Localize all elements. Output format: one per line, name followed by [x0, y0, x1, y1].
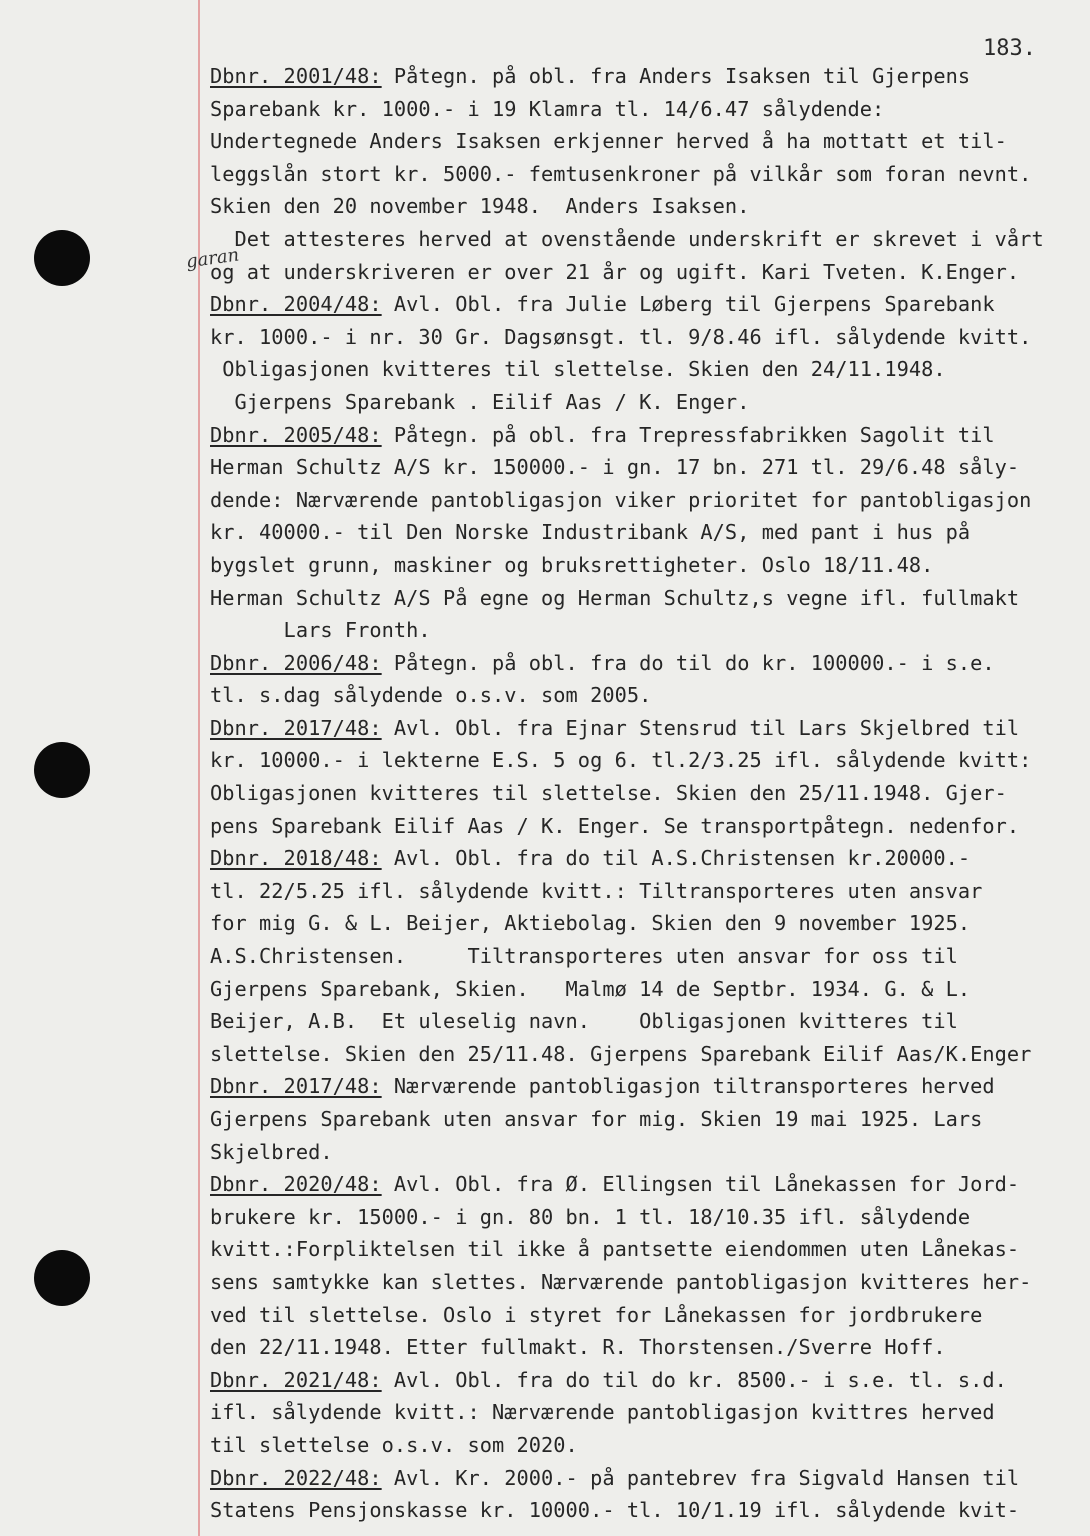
line-text: leggslån stort kr. 5000.- femtusenkroner på vilkår som foran nevnt.: [210, 161, 1032, 186]
text-line: [210, 1005, 1082, 1038]
line-text: Undertegnede Anders Isaksen erkjenner herved å ha mottatt et til-: [210, 129, 1007, 154]
text-line: [210, 1299, 1082, 1332]
line-text: slettelse. Skien den 25/11.48. Gjerpens Sparebank Eilif Aas/K.Enger: [210, 1041, 1032, 1066]
text-line: [210, 1233, 1082, 1266]
line-text: Obligasjonen kvitteres til slettelse. Skien den 25/11.1948. Gjer-: [210, 781, 1007, 806]
text-line: [210, 158, 1082, 191]
entry-reference: Dbnr. 2020/48:: [210, 1172, 382, 1197]
line-text: brukere kr. 15000.- i gn. 80 bn. 1 tl. 18/10.35 ifl. sålydende: [210, 1204, 971, 1229]
line-text: A.S.Christensen. Tiltransporteres uten ansvar for oss til: [210, 944, 958, 969]
text-line: [210, 419, 1082, 452]
text-line: [210, 1038, 1082, 1071]
line-text: Avl. Obl. fra Ø. Ellingsen til Lånekassen for Jord-: [381, 1172, 1020, 1197]
text-line: [210, 1429, 1082, 1462]
text-line: [210, 484, 1082, 517]
line-text: den 22/11.1948. Etter fullmakt. R. Thorstensen./Sverre Hoff.: [210, 1335, 946, 1360]
line-text: til slettelse o.s.v. som 2020.: [210, 1432, 578, 1457]
text-line: [210, 810, 1082, 843]
line-text: tl. s.dag sålydende o.s.v. som 2005.: [210, 683, 652, 708]
line-text: Beijer, A.B. Et uleselig navn. Obligasjonen kvitteres til: [210, 1009, 958, 1034]
page-number: 183.: [983, 36, 1036, 61]
document-text: [210, 60, 1082, 1527]
text-line: [210, 1494, 1082, 1527]
entry-reference: Dbnr. 2017/48:: [210, 1074, 382, 1099]
line-text: ifl. sålydende kvitt.: Nærværende pantobligasjon kvittres herved: [210, 1400, 995, 1425]
text-line: [210, 1136, 1082, 1169]
line-text: Gjerpens Sparebank . Eilif Aas / K. Enger.: [210, 389, 750, 414]
entry-reference: Dbnr. 2006/48:: [210, 650, 382, 675]
text-line: [210, 549, 1082, 582]
line-text: Avl. Obl. fra do til do kr. 8500.- i s.e. tl. s.d.: [381, 1367, 1007, 1392]
line-text: dende: Nærværende pantobligasjon viker prioritet for pantobligasjon: [210, 487, 1032, 512]
line-text: sens samtykke kan slettes. Nærværende pantobligasjon kvitteres her-: [210, 1269, 1032, 1294]
entry-reference: Dbnr. 2005/48:: [210, 422, 382, 447]
punch-hole: [34, 742, 90, 798]
line-text: for mig G. & L. Beijer, Aktiebolag. Skien den 9 november 1925.: [210, 911, 971, 936]
text-line: [210, 1396, 1082, 1429]
text-line: [210, 1168, 1082, 1201]
line-text: Herman Schultz A/S kr. 150000.- i gn. 17 bn. 271 tl. 29/6.48 såly-: [210, 455, 1020, 480]
line-text: bygslet grunn, maskiner og bruksrettigheter. Oslo 18/11.48.: [210, 552, 934, 577]
text-line: [210, 777, 1082, 810]
line-text: ved til slettelse. Oslo i styret for Lånekassen for jordbrukere: [210, 1302, 983, 1327]
text-line: [210, 321, 1082, 354]
line-text: Påtegn. på obl. fra Anders Isaksen til Gjerpens: [381, 64, 971, 88]
text-line: [210, 1070, 1082, 1103]
line-text: pens Sparebank Eilif Aas / K. Enger. Se transportpåtegn. nedenfor.: [210, 813, 1020, 838]
text-line: [210, 1331, 1082, 1364]
punch-hole: [34, 230, 90, 286]
line-text: Nærværende pantobligasjon tiltransporteres herved: [381, 1074, 995, 1099]
line-text: Avl. Obl. fra do til A.S.Christensen kr.20000.-: [381, 846, 971, 871]
line-text: og at underskriveren er over 21 år og ugift. Kari Tveten. K.Enger.: [210, 259, 1020, 284]
line-text: Avl. Kr. 2000.- på pantebrev fra Sigvald Hansen til: [381, 1465, 1020, 1490]
line-text: Obligasjonen kvitteres til slettelse. Skien den 24/11.1948.: [210, 357, 946, 382]
text-line: [210, 451, 1082, 484]
text-line: [210, 647, 1082, 680]
text-line: [210, 1201, 1082, 1234]
text-line: [210, 744, 1082, 777]
text-line: [210, 614, 1082, 647]
text-line: [210, 712, 1082, 745]
margin-note: garan: [184, 244, 241, 273]
line-text: kr. 10000.- i lekterne E.S. 5 og 6. tl.2/3.25 ifl. sålydende kvitt:: [210, 748, 1032, 773]
entry-reference: Dbnr. 2022/48:: [210, 1465, 382, 1490]
line-text: kr. 40000.- til Den Norske Industribank A/S, med pant i hus på: [210, 520, 971, 545]
line-text: Gjerpens Sparebank, Skien. Malmø 14 de Septbr. 1934. G. & L.: [210, 976, 971, 1001]
line-text: Statens Pensjonskasse kr. 10000.- tl. 10/1.19 ifl. sålydende kvit-: [210, 1498, 1020, 1523]
line-text: Skien den 20 november 1948. Anders Isaksen.: [210, 194, 750, 219]
text-line: [210, 842, 1082, 875]
line-text: Herman Schultz A/S På egne og Herman Schultz,s vegne ifl. fullmakt: [210, 585, 1020, 610]
line-text: Avl. Obl. fra Ejnar Stensrud til Lars Skjelbred til: [381, 715, 1020, 740]
text-line: [210, 875, 1082, 908]
text-line: [210, 386, 1082, 419]
text-line: [210, 256, 1082, 289]
text-line: [210, 223, 1082, 256]
line-text: kr. 1000.- i nr. 30 Gr. Dagsønsgt. tl. 9/8.46 ifl. sålydende kvitt.: [210, 324, 1032, 349]
line-text: Skjelbred.: [210, 1139, 333, 1164]
entry-reference: Dbnr. 2004/48:: [210, 292, 382, 317]
line-text: Gjerpens Sparebank uten ansvar for mig. Skien 19 mai 1925. Lars: [210, 1107, 983, 1131]
line-text: Sparebank kr. 1000.- i 19 Klamra tl. 14/6.47 sålydende:: [210, 96, 885, 121]
text-line: [210, 1103, 1082, 1136]
entry-reference: Dbnr. 2018/48:: [210, 846, 382, 871]
punch-hole: [34, 1250, 90, 1306]
line-text: Avl. Obl. fra Julie Løberg til Gjerpens Sparebank: [381, 292, 995, 317]
text-line: [210, 940, 1082, 973]
line-text: Påtegn. på obl. fra do til do kr. 100000.- i s.e.: [381, 650, 995, 675]
text-line: [210, 679, 1082, 712]
text-line: [210, 1462, 1082, 1495]
text-line: [210, 288, 1082, 321]
line-text: kvitt.:Forpliktelsen til ikke å pantsette eiendommen uten Lånekas-: [210, 1237, 1020, 1262]
text-line: [210, 973, 1082, 1006]
text-line: [210, 1364, 1082, 1397]
text-line: [210, 1266, 1082, 1299]
line-text: Lars Fronth.: [210, 618, 431, 643]
text-line: [210, 190, 1082, 223]
text-line: [210, 125, 1082, 158]
entry-reference: Dbnr. 2001/48:: [210, 64, 382, 88]
text-line: [210, 907, 1082, 940]
text-line: [210, 516, 1082, 549]
margin-line: [198, 0, 200, 1536]
entry-reference: Dbnr. 2017/48:: [210, 715, 382, 740]
text-line: [210, 93, 1082, 126]
entry-reference: Dbnr. 2021/48:: [210, 1367, 382, 1392]
line-text: Påtegn. på obl. fra Trepressfabrikken Sagolit til: [381, 422, 995, 447]
text-line: [210, 60, 1082, 93]
line-text: tl. 22/5.25 ifl. sålydende kvitt.: Tiltransporteres uten ansvar: [210, 878, 983, 903]
line-text: Det attesteres herved at ovenstående underskrift er skrevet i vårt: [210, 226, 1044, 251]
text-line: [210, 353, 1082, 386]
text-line: [210, 582, 1082, 615]
